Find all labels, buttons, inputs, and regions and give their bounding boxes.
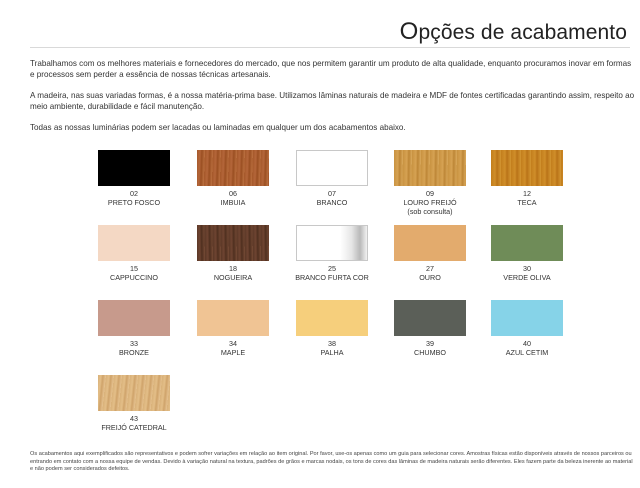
- finish-label-cappuccino: [84, 264, 184, 282]
- finish-code: 40: [523, 339, 531, 348]
- finish-swatch-nogueira: [197, 225, 269, 261]
- finish-label-branco-furta-cor: [282, 264, 382, 282]
- finish-code: 07: [328, 189, 336, 198]
- finish-swatch-preto-fosco: [98, 150, 170, 186]
- finish-swatch-louro-freijo: [394, 150, 466, 186]
- finish-name: BRONZE: [119, 348, 149, 358]
- finish-name: PRETO FOSCO: [107, 198, 161, 208]
- finish-name: VERDE OLIVA: [503, 273, 551, 283]
- finish-name: BRANCO: [316, 198, 348, 208]
- finish-label-azul-cetim: [477, 339, 577, 357]
- finish-swatch-cappuccino: [98, 225, 170, 261]
- finish-code: 33: [130, 339, 138, 348]
- finish-label-nogueira: [183, 264, 283, 282]
- finish-name: FREIJÓ CATEDRAL: [101, 423, 167, 433]
- finish-swatch-branco-furta-cor: [296, 225, 368, 261]
- finish-name: MAPLE: [220, 348, 246, 358]
- finish-name: PALHA: [320, 348, 344, 358]
- finish-swatch-freijo-catedral: [98, 375, 170, 411]
- finish-name: AZUL CETIM: [505, 348, 549, 358]
- finish-swatch-imbuia: [197, 150, 269, 186]
- finish-label-maple: [183, 339, 283, 357]
- intro-paragraph-3: Todas as nossas luminárias podem ser lacadas ou laminadas em qualquer um dos acabamentos abaixo.: [30, 122, 406, 132]
- finish-label-branco: [282, 189, 382, 207]
- finish-name: NOGUEIRA: [213, 273, 253, 283]
- finish-label-freijo-catedral: [84, 414, 184, 432]
- finish-code: 15: [130, 264, 138, 273]
- finish-label-palha: [282, 339, 382, 357]
- finish-name: CHUMBO: [414, 348, 446, 358]
- finish-label-imbuia: [183, 189, 283, 207]
- finish-swatch-ouro: [394, 225, 466, 261]
- disclaimer-footnote: Os acabamentos aqui exemplificados são representativos e podem sofrer variações em relação ao item original. Por favor, use-os apenas como um guia para selecionar cores. Amostras físicas estão disponíveis através de nossos parceiros ou entrando em contato com a nossa equipe de vendas. Devido à variação natural na textura, padrões de grãos e marcas nodais, os tons de cores das lâminas de madeira naturais serão diferentes. Eles fazem parte da beleza inerente ao material e não podem ser considerados defeitos.: [30, 451, 633, 473]
- finish-name: IMBUIA: [220, 198, 246, 208]
- intro-paragraph-1: Trabalhamos com os melhores materiais e fornecedores do mercado, que nos permitem garantir um produto de alta qualidade, enquanto procuramos inovar em formas e processos sem perder a essência de nossas técnicas artesanais.: [30, 59, 632, 80]
- finish-swatch-branco: [296, 150, 368, 186]
- finish-swatch-azul-cetim: [491, 300, 563, 336]
- page-title-initial: O: [399, 18, 419, 45]
- finish-name: TECA: [517, 198, 537, 208]
- finish-code: 06: [229, 189, 237, 198]
- finish-code: 39: [426, 339, 434, 348]
- finish-label-chumbo: [380, 339, 480, 357]
- finish-label-louro-freijo: [380, 189, 480, 217]
- finish-name: LOURO FREIJÓ: [403, 198, 457, 208]
- finish-swatch-bronze: [98, 300, 170, 336]
- finish-code: 38: [328, 339, 336, 348]
- finish-code: 43: [130, 414, 138, 423]
- finish-swatch-palha: [296, 300, 368, 336]
- finish-code: 18: [229, 264, 237, 273]
- finish-swatch-verde-oliva: [491, 225, 563, 261]
- finish-code: 09: [426, 189, 434, 198]
- finish-code: 25: [328, 264, 336, 273]
- finish-code: 02: [130, 189, 138, 198]
- finish-name: CAPPUCCINO: [110, 273, 158, 283]
- finish-label-verde-oliva: [477, 264, 577, 282]
- finish-swatch-chumbo: [394, 300, 466, 336]
- finish-name: BRANCO FURTA COR: [295, 273, 369, 283]
- finish-swatch-teca: [491, 150, 563, 186]
- finish-code: 12: [523, 189, 531, 198]
- finish-label-teca: [477, 189, 577, 207]
- finish-label-ouro: [380, 264, 480, 282]
- finish-label-bronze: [84, 339, 184, 357]
- finish-label-preto-fosco: [84, 189, 184, 207]
- finish-code: 30: [523, 264, 531, 273]
- finish-swatch-maple: [197, 300, 269, 336]
- page-title-rest: pções de acabamento: [418, 21, 627, 44]
- finish-code: 27: [426, 264, 434, 273]
- intro-paragraph-2: A madeira, nas suas variadas formas, é a nossa matéria-prima base. Utilizamos lâminas naturais de madeira e MDF de fontes certificadas garantindo assim, respeito ao meio ambiente, durabilidade e fácil manutenção.: [30, 90, 635, 112]
- finish-note: (sob consulta): [407, 207, 453, 217]
- finish-code: 34: [229, 339, 237, 348]
- finish-name: OURO: [419, 273, 441, 283]
